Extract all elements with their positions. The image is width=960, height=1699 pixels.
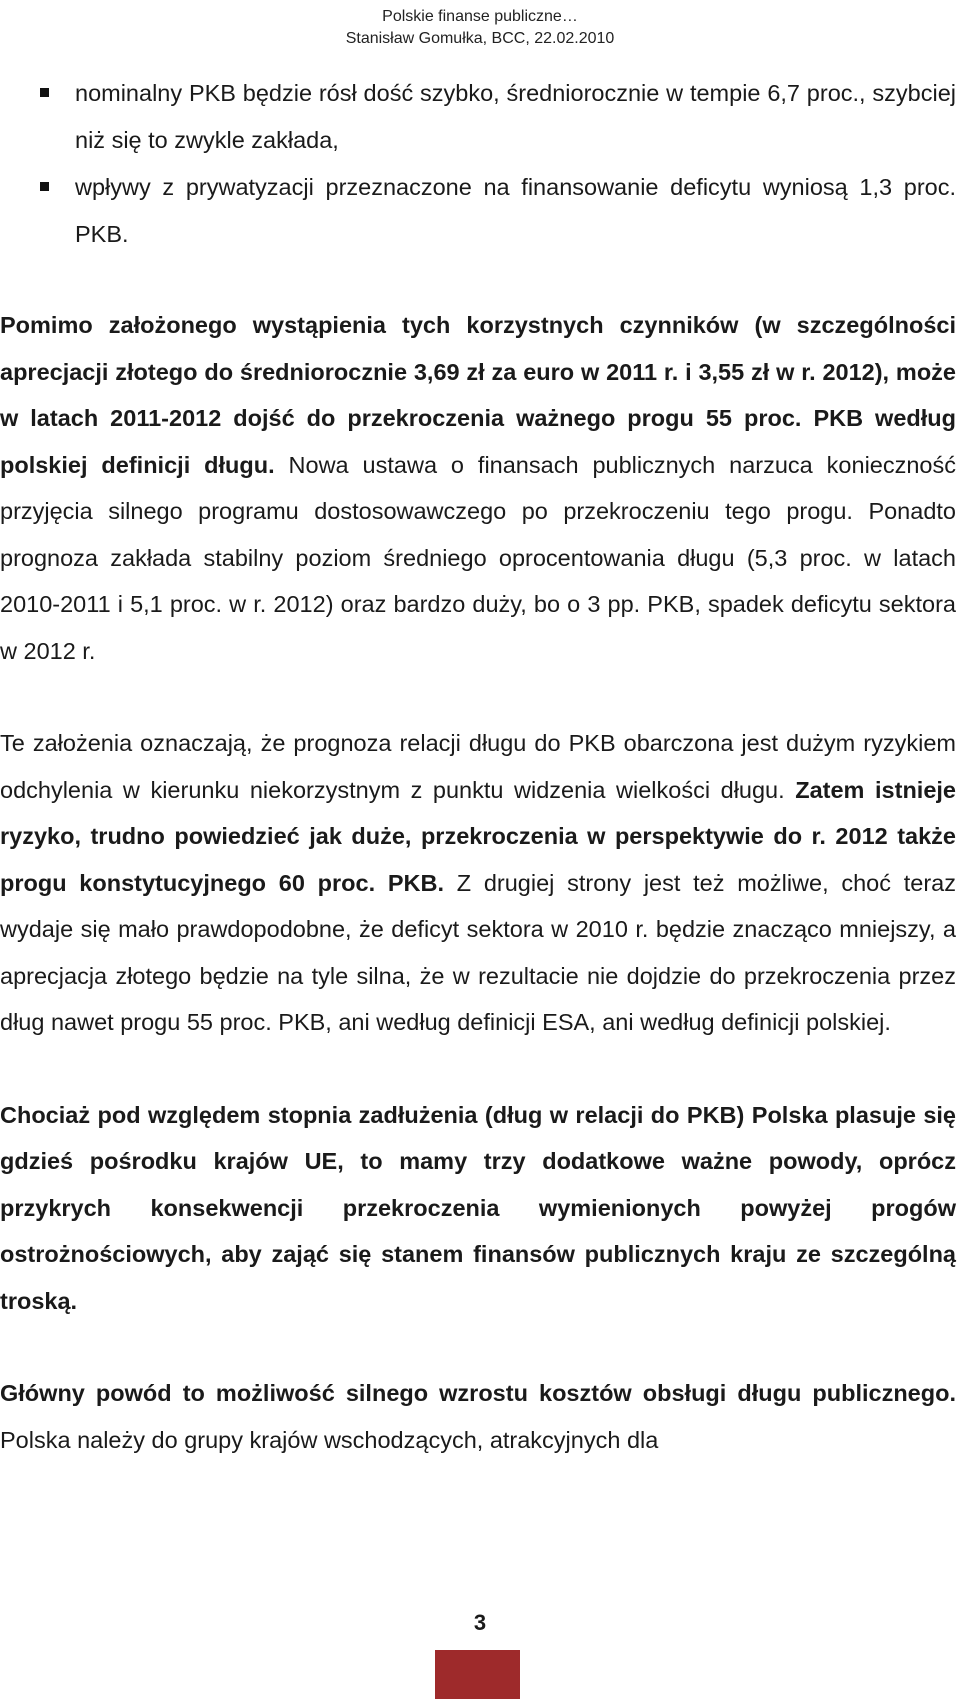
paragraph-bold-text: Zatem istnieje ryzyko, trudno powiedzieć jak duże, przekroczenia w perspektywie do r. 2012 także progu konstytucyjnego 60 proc. PKB. — [0, 776, 956, 896]
footer-accent-bar — [435, 1650, 520, 1699]
page-number: 3 — [473, 1610, 487, 1635]
header-author-line: Stanisław Gomułka, BCC, 22.02.2010 — [345, 30, 615, 47]
paragraph-reasons — [0, 1092, 956, 1325]
list-item-text: wpływy z prywatyzacji przeznaczone na finansowanie deficytu wyniosą 1,3 proc. PKB. — [75, 174, 956, 247]
paragraph-main-reason — [0, 1370, 956, 1463]
paragraph-forecast-risk — [0, 720, 956, 1046]
paragraph-text: Te założenia oznaczają, że prognoza relacji długu do PKB obarczona jest dużym ryzykiem odchylenia w kierunku niekorzystnym z punktu widzenia wielkości długu. — [0, 730, 956, 803]
header-title: Polskie finanse publiczne… — [382, 8, 578, 25]
paragraph-bold-text: Główny powód to możliwość silnego wzrostu kosztów obsługi długu publicznego. — [0, 1380, 956, 1406]
paragraph-bold-text: Chociaż pod względem stopnia zadłużenia (dług w relacji do PKB) Polska plasuje się gdzieś pośrodku krajów UE, to mamy trzy dodatkowe ważne powody, oprócz przykrych konsekwencji przekroczenia wymienionych powyżej progów ostrożnościowych, aby zająć się stanem finansów publicznych kraju ze szczególną troską. — [0, 1101, 956, 1314]
paragraph-text: Z drugiej strony jest też możliwe, choć teraz wydaje się mało prawdopodobne, że deficyt sektora w 2010 r. będzie znacząco mniejszy, a aprecjacja złotego będzie na tyle silna, że w rezultacie nie dojdzie do przekroczenia przez dług nawet progu 55 proc. PKB, ani według definicji ESA, ani według definicji polskiej. — [0, 869, 956, 1035]
paragraph-bold-text: Pomimo założonego wystąpienia tych korzystnych czynników (w szczególności aprecjacji złotego do średniorocznie 3,69 zł za euro w 2011 r. i 3,55 zł w r. 2012), może w latach 2011-2012 dojść do przekroczenia ważnego progu 55 proc. PKB według polskiej definicji długu. — [0, 312, 956, 478]
paragraph-text: Nowa ustawa o finansach publicznych narzuca konieczność przyjęcia silnego programu dostosowawczego po przekroczeniu tego progu. Ponadto prognoza zakłada stabilny poziom średniego oprocentowania długu (5,3 proc. w latach 2010-2011 i 5,1 proc. w r. 2012) oraz bardzo duży, bo o 3 pp. PKB, spadek deficytu sektora w 2012 r. — [0, 451, 956, 664]
bullet-square-icon — [40, 182, 49, 191]
bullet-square-icon — [40, 88, 49, 97]
paragraph-text: Polska należy do grupy krajów wschodzących, atrakcyjnych dla — [0, 1426, 659, 1453]
paragraph-debt-threshold — [0, 302, 956, 674]
document-header — [0, 6, 960, 50]
list-item — [0, 164, 956, 258]
assumption-list — [0, 70, 956, 258]
document-body — [0, 70, 956, 1463]
list-item — [0, 70, 956, 164]
list-item-text: nominalny PKB będzie rósł dość szybko, średniorocznie w tempie 6,7 proc., szybciej niż się to zwykle zakłada, — [75, 80, 956, 153]
